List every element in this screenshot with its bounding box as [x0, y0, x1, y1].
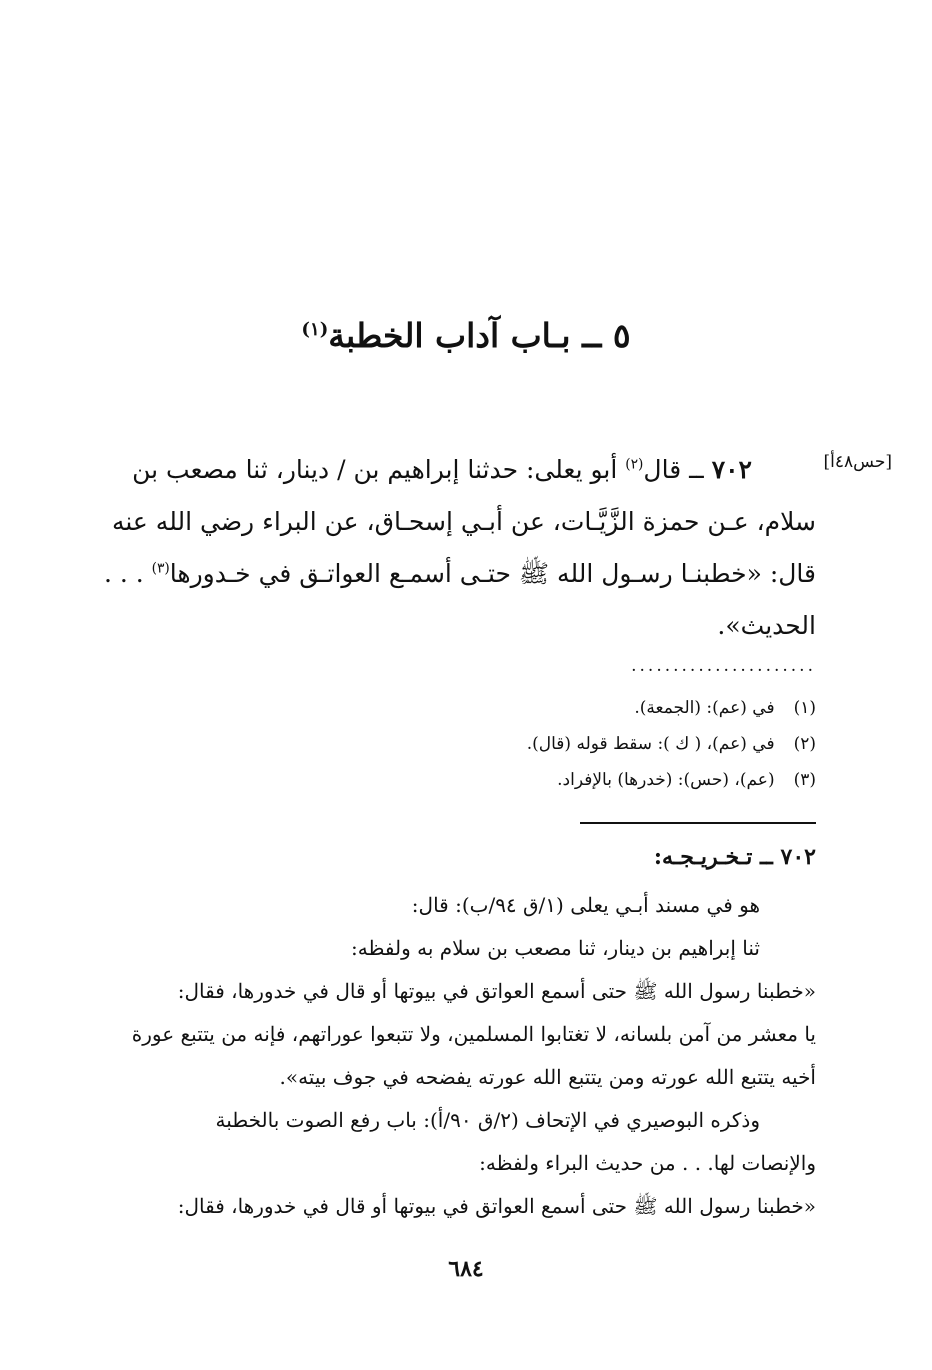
takhrij-line-5: أخيه يتتبع الله عورته ومن يتتبع الله عورته يفضحه في جوف بيته». — [279, 1065, 816, 1089]
footnote-1 — [116, 690, 816, 726]
chapter-title-footnote-ref: (١) — [301, 319, 329, 340]
footnote-number: (٢) — [793, 734, 816, 754]
footnote-separator-dots: ...................... — [631, 656, 816, 676]
takhrij-line-6: وذكره البوصيري في الإتحاف (٢/ق ٩٠/أ): باب رفع الصوت بالخطبة — [215, 1108, 760, 1132]
takhrij-line-3: «خطبنا رسول الله ﷺ حتى أسمع العواتق في بيوتها أو قال في خدورها، فقال: — [177, 979, 816, 1003]
hadith-line-2: سلام، عـن حمزة الزَّيَّـات، عن أبـي إسحـاق، عن البراء رضي الله عنه — [111, 507, 816, 536]
hadith-line-4: الحديث». — [717, 611, 816, 640]
takhrij-line-8: «خطبنا رسول الله ﷺ حتى أسمع العواتق في بيوتها أو قال في خدورها، فقال: — [177, 1194, 816, 1218]
takhrij-heading: ٧٠٢ ــ تـخـريـجـه: — [653, 844, 816, 870]
footnotes — [116, 690, 816, 798]
chapter-title — [0, 316, 932, 355]
hadith-line-1-text: ــ قال — [643, 455, 704, 484]
hadith-line-1 — [96, 444, 816, 496]
takhrij-line-7: والإنصات لها. . . من حديث البراء ولفظه: — [479, 1151, 816, 1175]
page-number: ٦٨٤ — [448, 1256, 484, 1282]
footnote-text: في (عم)، ( ك ): سقط قوله (قال). — [526, 734, 775, 754]
takhrij-line-4: يا معشر من آمن بلسانه، لا تغتابوا المسلمين، ولا تتبعوا عوراتهم، فإنه من يتتبع عورة — [131, 1022, 816, 1046]
manuscript-margin-note: [حس٤٨أ] — [823, 452, 892, 472]
takhrij-line-2: ثنا إبراهيم بن دينار، ثنا مصعب بن سلام به ولفظه: — [351, 936, 760, 960]
hadith-text — [96, 444, 816, 652]
hadith-footnote-ref-2: (٢) — [625, 456, 644, 473]
footnote-number: (٣) — [793, 770, 816, 790]
hadith-line-1-rest: أبو يعلى: حدثنا إبراهيم بن / دينار، ثنا مصعب بن — [132, 455, 618, 484]
footnote-3 — [116, 762, 816, 798]
footnote-2 — [116, 726, 816, 762]
takhrij-body — [76, 884, 816, 1228]
takhrij-separator-rule — [580, 822, 816, 824]
hadith-footnote-ref-3: (٣) — [151, 560, 170, 577]
footnote-number: (١) — [793, 698, 816, 718]
hadith-line-3-text: قال: «خطبنـا رسـول الله ﷺ حتـى أسمـع العواتـق في خـدورها — [169, 559, 816, 588]
hadith-line-3 — [96, 548, 816, 600]
footnote-text: (عم)، (حس): (خدرها) بالإفراد. — [557, 770, 775, 790]
hadith-line-3-tail: . . . — [103, 559, 144, 588]
chapter-title-text: ٥ ــ بـاب آداب الخطبة — [328, 316, 631, 355]
takhrij-line-1: هو في مسند أبـي يعلى (١/ق ٩٤/ب): قال: — [411, 893, 760, 917]
hadith-number: ٧٠٢ — [711, 455, 752, 484]
footnote-text: في (عم): (الجمعة). — [634, 698, 775, 718]
